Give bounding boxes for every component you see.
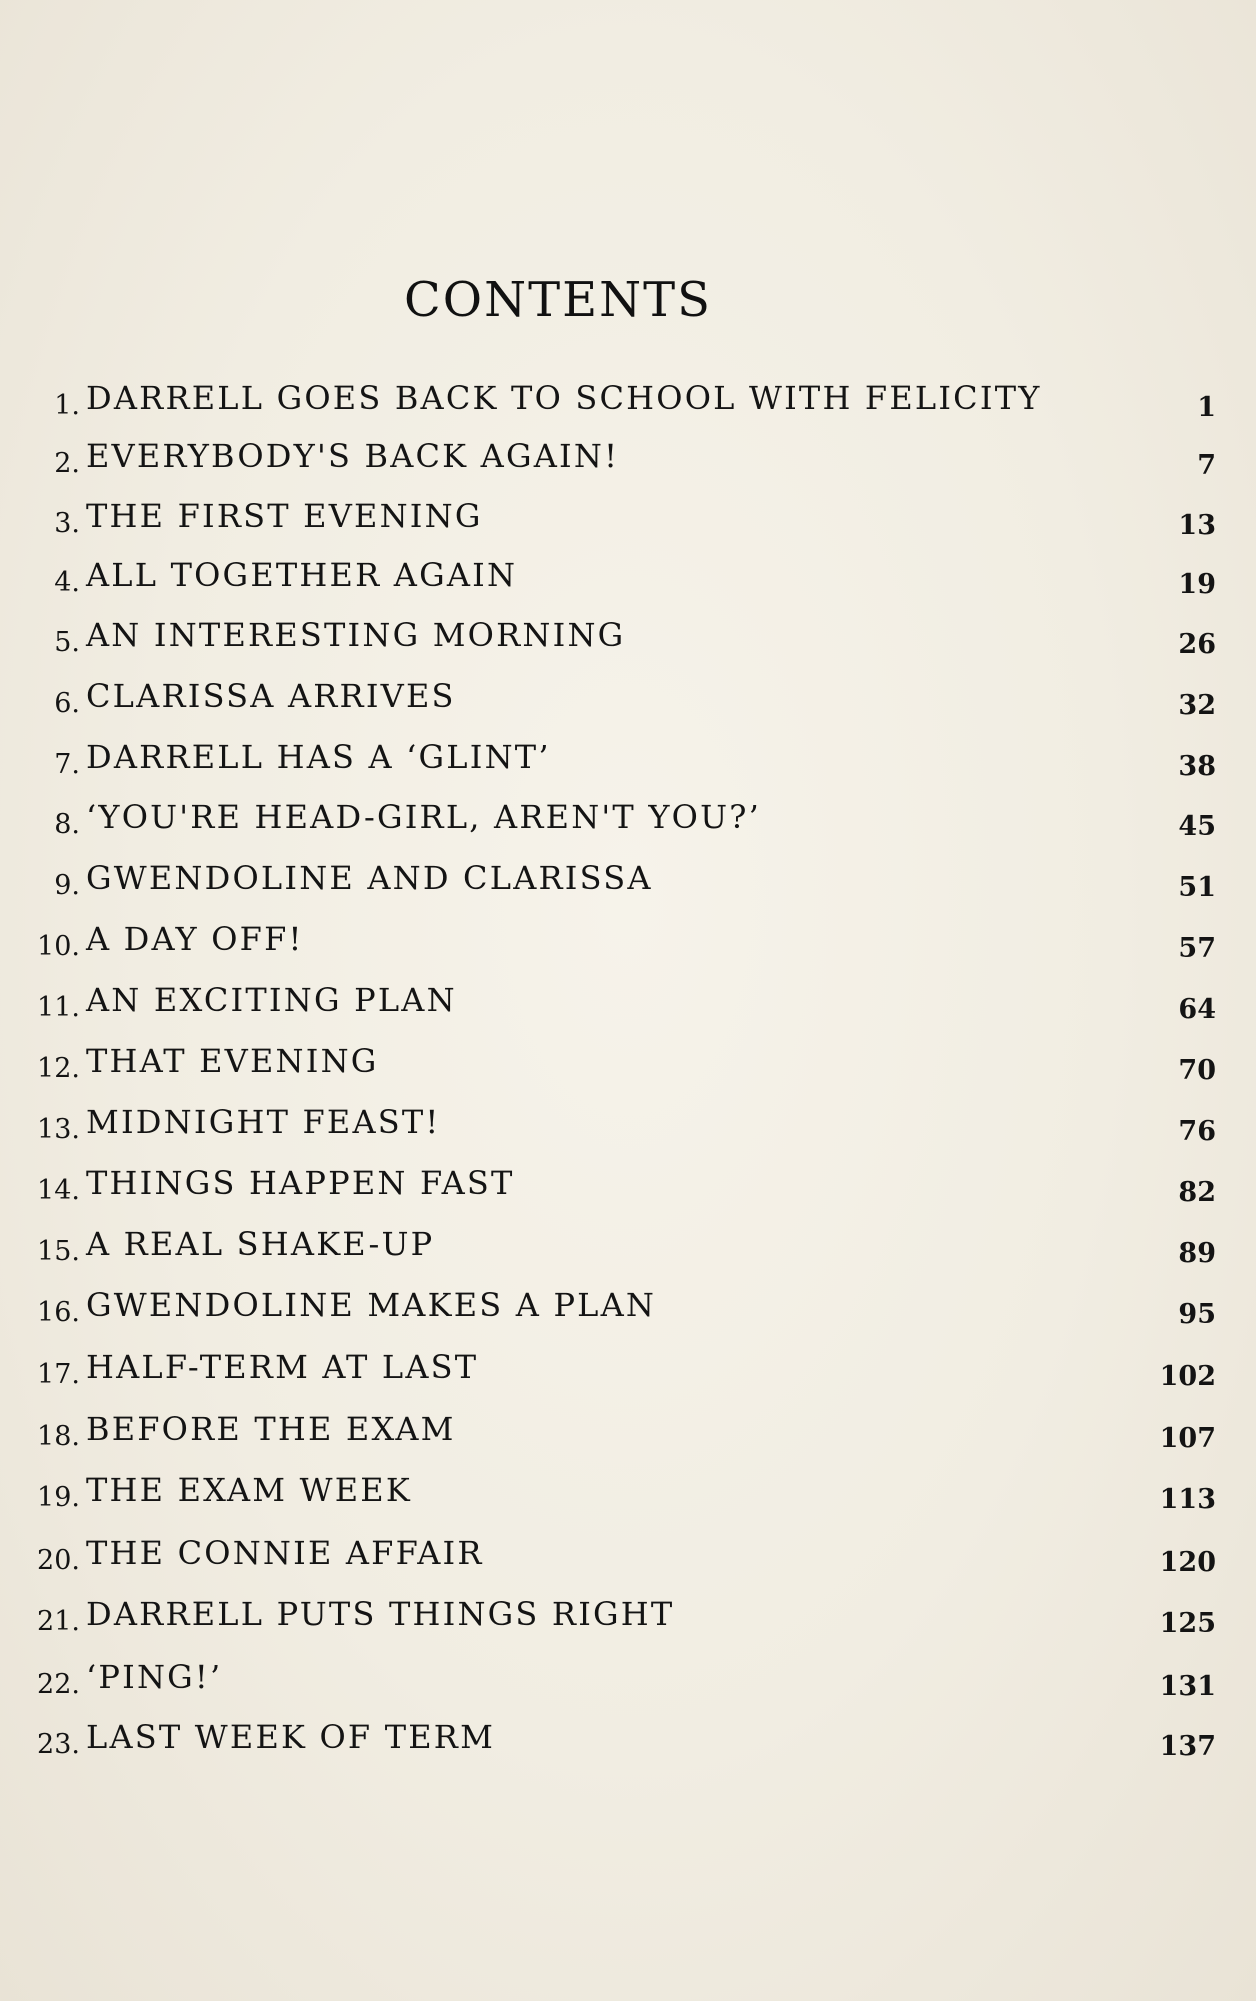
- chapter-page: 102: [1159, 1361, 1216, 1392]
- chapter-page: 120: [1159, 1547, 1216, 1578]
- chapter-title: GWENDOLINE AND CLARISSA: [86, 859, 653, 897]
- chapter-number: 4.: [54, 567, 80, 598]
- chapter-number: 9.: [54, 870, 80, 901]
- chapter-page: 76: [1178, 1116, 1216, 1147]
- chapter-page: 57: [1178, 933, 1216, 964]
- toc-entry: [0, 1467, 1256, 1517]
- chapter-number: 10.: [37, 931, 80, 962]
- chapter-page: 113: [1159, 1484, 1216, 1515]
- chapter-number: 1.: [54, 390, 80, 421]
- chapter-page: 32: [1178, 690, 1216, 721]
- chapter-number: 7.: [54, 749, 80, 780]
- toc-entry: [0, 1160, 1256, 1210]
- chapter-page: 45: [1178, 811, 1216, 842]
- toc-entry: [0, 734, 1256, 784]
- toc-entry: [0, 433, 1256, 483]
- chapter-page: 1: [1197, 392, 1216, 423]
- chapter-number: 20.: [37, 1545, 80, 1576]
- toc-entry: [0, 1221, 1256, 1271]
- chapter-title: LAST WEEK OF TERM: [86, 1718, 496, 1756]
- chapter-page: 82: [1178, 1177, 1216, 1208]
- chapter-title: THINGS HAPPEN FAST: [86, 1164, 515, 1202]
- toc-entry: [0, 916, 1256, 966]
- toc-entry: [0, 1714, 1256, 1764]
- chapter-page: 89: [1178, 1238, 1216, 1269]
- chapter-number: 12.: [37, 1053, 80, 1084]
- toc-entry: [0, 612, 1256, 662]
- chapter-number: 23.: [37, 1729, 80, 1760]
- chapter-title: GWENDOLINE MAKES A PLAN: [86, 1286, 657, 1324]
- toc-entry: [0, 1530, 1256, 1580]
- chapter-page: 13: [1178, 510, 1216, 541]
- chapter-title: THE FIRST EVENING: [86, 497, 483, 535]
- chapter-title: HALF-TERM AT LAST: [86, 1348, 479, 1386]
- toc-entry: [0, 1099, 1256, 1149]
- toc-entry: [0, 552, 1256, 602]
- chapter-page: 137: [1159, 1731, 1216, 1762]
- chapter-title: THE EXAM WEEK: [86, 1471, 412, 1509]
- chapter-title: DARRELL PUTS THINGS RIGHT: [86, 1595, 675, 1633]
- toc-entry: [0, 1654, 1256, 1704]
- toc-entry: [0, 794, 1256, 844]
- page-title: CONTENTS: [403, 272, 713, 328]
- chapter-page: 26: [1178, 629, 1216, 660]
- chapter-page: 64: [1178, 994, 1216, 1025]
- chapter-page: 95: [1178, 1299, 1216, 1330]
- toc-entry: [0, 977, 1256, 1027]
- chapter-number: 2.: [54, 448, 80, 479]
- toc-entry: [0, 1591, 1256, 1641]
- chapter-page: 125: [1159, 1608, 1216, 1639]
- chapter-title: A REAL SHAKE-UP: [86, 1225, 435, 1263]
- chapter-title: CLARISSA ARRIVES: [86, 677, 456, 715]
- chapter-title: ‘YOU'RE HEAD-GIRL, AREN'T YOU?’: [86, 798, 761, 836]
- chapter-title: A DAY OFF!: [86, 920, 304, 958]
- chapter-number: 13.: [37, 1114, 80, 1145]
- chapter-number: 5.: [54, 627, 80, 658]
- chapter-number: 21.: [37, 1606, 80, 1637]
- chapter-number: 6.: [54, 688, 80, 719]
- chapter-title: MIDNIGHT FEAST!: [86, 1103, 441, 1141]
- chapter-title: THAT EVENING: [86, 1042, 379, 1080]
- chapter-page: 70: [1178, 1055, 1216, 1086]
- chapter-number: 3.: [54, 508, 80, 539]
- chapter-title: THE CONNIE AFFAIR: [86, 1534, 484, 1572]
- chapter-title: EVERYBODY'S BACK AGAIN!: [86, 437, 620, 475]
- chapter-number: 19.: [37, 1482, 80, 1513]
- toc-entry: [0, 375, 1256, 425]
- chapter-page: 7: [1197, 450, 1216, 481]
- chapter-page: 19: [1178, 569, 1216, 600]
- chapter-title: ‘PING!’: [86, 1658, 223, 1696]
- chapter-title: AN INTERESTING MORNING: [86, 616, 626, 654]
- toc-entry: [0, 855, 1256, 905]
- toc-entry: [0, 493, 1256, 543]
- chapter-page: 107: [1159, 1423, 1216, 1454]
- chapter-number: 11.: [37, 992, 80, 1023]
- chapter-number: 14.: [37, 1175, 80, 1206]
- toc-entry: [0, 1038, 1256, 1088]
- chapter-page: 131: [1159, 1671, 1216, 1702]
- toc-entry: [0, 673, 1256, 723]
- chapter-number: 15.: [37, 1236, 80, 1267]
- chapter-number: 18.: [37, 1421, 80, 1452]
- chapter-title: AN EXCITING PLAN: [86, 981, 457, 1019]
- chapter-title: DARRELL HAS A ‘GLINT’: [86, 738, 551, 776]
- chapter-number: 17.: [37, 1359, 80, 1390]
- chapter-number: 16.: [37, 1297, 80, 1328]
- chapter-title: DARRELL GOES BACK TO SCHOOL WITH FELICITY: [86, 379, 1042, 417]
- chapter-number: 22.: [37, 1669, 80, 1700]
- chapter-title: ALL TOGETHER AGAIN: [86, 556, 518, 594]
- chapter-number: 8.: [54, 809, 80, 840]
- toc-entry: [0, 1344, 1256, 1394]
- chapter-title: BEFORE THE EXAM: [86, 1410, 456, 1448]
- chapter-page: 38: [1178, 751, 1216, 782]
- toc-entry: [0, 1406, 1256, 1456]
- chapter-page: 51: [1178, 872, 1216, 903]
- toc-entry: [0, 1282, 1256, 1332]
